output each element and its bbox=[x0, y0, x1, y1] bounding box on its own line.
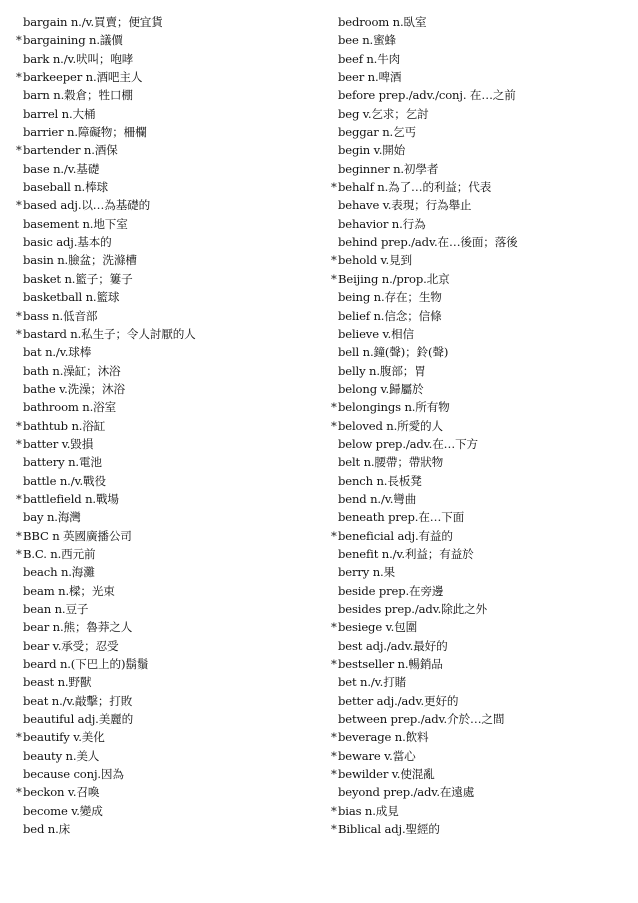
word-entry bbox=[16, 123, 316, 141]
word-definition: baseball n.棒球 bbox=[23, 180, 108, 195]
word-definition: beef n.牛肉 bbox=[338, 51, 401, 66]
word-entry bbox=[16, 105, 316, 123]
high-level-word-marker: * bbox=[331, 418, 337, 433]
word-definition: bear v.承受；忍受 bbox=[23, 638, 119, 653]
word-definition: bend n./v.彎曲 bbox=[338, 491, 417, 506]
word-definition: bear n.熊；魯莽之人 bbox=[23, 620, 133, 635]
word-definition: before prep./adv./conj. 在…之前 bbox=[338, 88, 516, 103]
high-level-word-marker: * bbox=[331, 767, 337, 782]
word-entry bbox=[16, 490, 316, 508]
word-definition: bee n.蜜蜂 bbox=[338, 33, 396, 48]
word-definition: bartender n.酒保 bbox=[23, 143, 118, 158]
word-definition: beneficial adj.有益的 bbox=[338, 528, 453, 543]
word-definition: belt n.腰帶；帶狀物 bbox=[338, 455, 444, 470]
word-entry bbox=[16, 453, 316, 471]
high-level-word-marker: * bbox=[16, 33, 22, 48]
word-entry bbox=[331, 325, 631, 343]
word-definition: behind prep./adv.在…後面；落後 bbox=[338, 235, 518, 250]
word-definition: begin v.開始 bbox=[338, 143, 406, 158]
word-entry bbox=[16, 563, 316, 581]
high-level-word-marker: * bbox=[331, 620, 337, 635]
word-entry bbox=[16, 472, 316, 490]
word-entry bbox=[16, 233, 316, 251]
word-definition: being n.存在；生物 bbox=[338, 290, 442, 305]
high-level-word-marker: * bbox=[331, 253, 337, 268]
word-entry bbox=[16, 545, 316, 563]
word-definition: beard n.(下巴上的)鬍鬚 bbox=[23, 657, 149, 672]
word-entry bbox=[16, 435, 316, 453]
word-definition: basic adj.基本的 bbox=[23, 235, 112, 250]
high-level-word-marker: * bbox=[16, 491, 22, 506]
word-entry bbox=[16, 270, 316, 288]
word-entry bbox=[16, 362, 316, 380]
word-definition: belongings n.所有物 bbox=[338, 400, 450, 415]
word-entry bbox=[16, 618, 316, 636]
word-entry bbox=[331, 270, 631, 288]
word-entry bbox=[331, 655, 631, 673]
word-entry bbox=[16, 673, 316, 691]
high-level-word-marker: * bbox=[16, 198, 22, 213]
word-definition: beautify v.美化 bbox=[23, 730, 105, 745]
word-entry bbox=[331, 783, 631, 801]
word-entry bbox=[16, 398, 316, 416]
word-definition: bastard n.私生子；令人討厭的人 bbox=[23, 326, 196, 341]
word-entry bbox=[16, 692, 316, 710]
word-definition: behold v.見到 bbox=[338, 253, 412, 268]
word-definition: basket n.籃子；簍子 bbox=[23, 271, 133, 286]
high-level-word-marker: * bbox=[331, 803, 337, 818]
word-definition: beam n.樑；光束 bbox=[23, 583, 115, 598]
word-definition: behalf n.為了…的利益；代表 bbox=[338, 180, 492, 195]
word-entry bbox=[331, 600, 631, 618]
word-definition: bean n.豆子 bbox=[23, 602, 89, 616]
word-definition: bathe v.洗澡；沐浴 bbox=[23, 381, 125, 396]
word-entry bbox=[331, 288, 631, 306]
word-entry bbox=[16, 655, 316, 673]
word-entry bbox=[331, 86, 631, 104]
word-entry bbox=[331, 362, 631, 380]
word-entry bbox=[331, 31, 631, 49]
word-entry bbox=[16, 31, 316, 49]
word-definition: barrier n.障礙物；柵欄 bbox=[23, 125, 147, 140]
word-entry bbox=[331, 343, 631, 361]
word-entry bbox=[16, 417, 316, 435]
word-entry bbox=[16, 710, 316, 728]
high-level-word-marker: * bbox=[331, 400, 337, 415]
word-definition: beautiful adj.美麗的 bbox=[23, 712, 134, 727]
word-definition: basin n.臉盆；洗滌槽 bbox=[23, 253, 137, 268]
word-definition: besides prep./adv.除此之外 bbox=[338, 602, 487, 616]
word-definition: BBC n 英國廣播公司 bbox=[23, 528, 132, 543]
high-level-word-marker: * bbox=[331, 180, 337, 195]
high-level-word-marker: * bbox=[16, 418, 22, 433]
word-definition: basketball n.籃球 bbox=[23, 290, 120, 305]
word-entry bbox=[331, 527, 631, 545]
word-definition: bathroom n.浴室 bbox=[23, 400, 117, 415]
word-entry bbox=[331, 673, 631, 691]
word-entry bbox=[331, 820, 631, 838]
word-entry bbox=[331, 618, 631, 636]
word-definition: batter v.毀損 bbox=[23, 436, 94, 451]
word-entry bbox=[16, 215, 316, 233]
word-entry bbox=[16, 728, 316, 746]
word-entry bbox=[16, 765, 316, 783]
word-definition: beckon v.召喚 bbox=[23, 785, 100, 800]
word-definition: barkeeper n.酒吧主人 bbox=[23, 70, 143, 85]
word-entry bbox=[331, 582, 631, 600]
word-definition: believe v.相信 bbox=[338, 326, 414, 341]
word-definition: bass n.低音部 bbox=[23, 308, 98, 323]
word-entry bbox=[16, 802, 316, 820]
high-level-word-marker: * bbox=[331, 528, 337, 543]
word-definition: bed n.床 bbox=[23, 822, 71, 837]
word-definition: beer n.啤酒 bbox=[338, 70, 402, 85]
word-definition: benefit n./v.利益；有益於 bbox=[338, 546, 474, 561]
word-definition: Biblical adj.聖經的 bbox=[338, 822, 440, 837]
high-level-word-marker: * bbox=[16, 785, 22, 800]
high-level-word-marker: * bbox=[16, 70, 22, 85]
word-definition: battery n.電池 bbox=[23, 455, 102, 470]
word-definition: beg v.乞求；乞討 bbox=[338, 106, 429, 121]
word-entry bbox=[331, 141, 631, 159]
high-level-word-marker: * bbox=[16, 436, 22, 451]
word-entry bbox=[331, 490, 631, 508]
word-entry bbox=[331, 380, 631, 398]
word-definition: beach n.海灘 bbox=[23, 565, 95, 580]
word-definition: berry n.果 bbox=[338, 565, 395, 580]
word-entry bbox=[331, 68, 631, 86]
word-entry bbox=[331, 233, 631, 251]
word-definition: beside prep.在旁邊 bbox=[338, 583, 444, 598]
word-entry bbox=[16, 288, 316, 306]
word-definition: beggar n.乞丐 bbox=[338, 125, 416, 140]
word-definition: become v.變成 bbox=[23, 803, 103, 818]
word-list-left-column bbox=[16, 13, 316, 838]
word-definition: beauty n.美人 bbox=[23, 748, 100, 763]
word-entry bbox=[331, 160, 631, 178]
word-definition: beneath prep.在…下面 bbox=[338, 510, 465, 525]
high-level-word-marker: * bbox=[331, 822, 337, 837]
word-entry bbox=[331, 215, 631, 233]
word-entry bbox=[331, 545, 631, 563]
word-definition: beyond prep./adv.在遠處 bbox=[338, 785, 475, 800]
high-level-word-marker: * bbox=[16, 308, 22, 323]
word-entry bbox=[16, 50, 316, 68]
word-entry bbox=[331, 398, 631, 416]
word-entry bbox=[16, 141, 316, 159]
word-definition: bias n.成見 bbox=[338, 803, 399, 818]
word-entry bbox=[16, 178, 316, 196]
high-level-word-marker: * bbox=[331, 271, 337, 286]
word-definition: bell n.鐘(聲)；鈴(聲) bbox=[338, 345, 449, 360]
word-definition: besiege v.包圍 bbox=[338, 620, 418, 635]
word-entry bbox=[16, 86, 316, 104]
word-definition: battlefield n.戰場 bbox=[23, 491, 119, 506]
word-definition: barrel n.大桶 bbox=[23, 106, 96, 121]
word-definition: belong v.歸屬於 bbox=[338, 381, 424, 396]
word-definition: barn n.穀倉；牲口棚 bbox=[23, 88, 133, 103]
word-definition: bewilder v.使混亂 bbox=[338, 767, 435, 782]
word-entry bbox=[331, 123, 631, 141]
word-definition: beloved n.所愛的人 bbox=[338, 418, 443, 433]
word-entry bbox=[16, 820, 316, 838]
word-entry bbox=[331, 105, 631, 123]
word-definition: best adj./adv.最好的 bbox=[338, 638, 448, 653]
word-entry bbox=[331, 178, 631, 196]
word-definition: bay n.海灣 bbox=[23, 510, 81, 525]
high-level-word-marker: * bbox=[16, 546, 22, 561]
word-entry bbox=[16, 380, 316, 398]
word-definition: behave v.表現；行為舉止 bbox=[338, 198, 472, 213]
word-definition: bestseller n.暢銷品 bbox=[338, 657, 443, 672]
word-entry bbox=[331, 765, 631, 783]
high-level-word-marker: * bbox=[16, 730, 22, 745]
word-definition: bedroom n.臥室 bbox=[338, 15, 427, 29]
word-definition: beverage n.飲料 bbox=[338, 730, 429, 745]
word-definition: bargaining n.議價 bbox=[23, 33, 123, 48]
word-definition: basement n.地下室 bbox=[23, 216, 128, 231]
word-definition: bet n./v.打賭 bbox=[338, 675, 407, 690]
word-definition: bat n./v.球棒 bbox=[23, 345, 92, 360]
word-definition: belly n.腹部；胃 bbox=[338, 363, 426, 378]
word-definition: beat n./v.敲擊；打敗 bbox=[23, 693, 133, 708]
word-entry bbox=[331, 196, 631, 214]
word-entry bbox=[16, 600, 316, 618]
word-definition: below prep./adv.在…下方 bbox=[338, 436, 478, 451]
word-definition: behavior n.行為 bbox=[338, 216, 426, 231]
word-entry bbox=[331, 435, 631, 453]
word-entry bbox=[331, 710, 631, 728]
word-definition: bench n.長板凳 bbox=[338, 473, 422, 488]
word-entry bbox=[331, 251, 631, 269]
word-list-right-column bbox=[331, 13, 631, 838]
word-entry bbox=[16, 68, 316, 86]
word-definition: bargain n./v.買賣；便宜貨 bbox=[23, 15, 163, 29]
word-entry bbox=[16, 637, 316, 655]
word-entry bbox=[16, 582, 316, 600]
word-definition: base n./v.基礎 bbox=[23, 161, 100, 176]
word-definition: battle n./v.戰役 bbox=[23, 473, 106, 488]
high-level-word-marker: * bbox=[16, 326, 22, 341]
word-entry bbox=[16, 13, 316, 31]
word-definition: bath n.澡缸；沐浴 bbox=[23, 363, 121, 378]
word-entry bbox=[331, 472, 631, 490]
word-entry bbox=[16, 508, 316, 526]
word-entry bbox=[331, 747, 631, 765]
word-definition: beast n.野獸 bbox=[23, 675, 92, 690]
word-definition: B.C. n.西元前 bbox=[23, 546, 96, 561]
high-level-word-marker: * bbox=[331, 748, 337, 763]
high-level-word-marker: * bbox=[16, 143, 22, 158]
word-definition: between prep./adv.介於…之間 bbox=[338, 712, 505, 727]
word-definition: beware v.當心 bbox=[338, 748, 416, 763]
word-entry bbox=[331, 453, 631, 471]
word-entry bbox=[16, 343, 316, 361]
word-definition: based adj.以…為基礎的 bbox=[23, 198, 151, 213]
word-entry bbox=[331, 307, 631, 325]
word-entry bbox=[331, 728, 631, 746]
word-entry bbox=[16, 527, 316, 545]
word-definition: beginner n.初學者 bbox=[338, 161, 439, 176]
word-entry bbox=[331, 692, 631, 710]
word-entry bbox=[16, 251, 316, 269]
high-level-word-marker: * bbox=[331, 657, 337, 672]
word-definition: because conj.因為 bbox=[23, 767, 124, 782]
word-entry bbox=[16, 325, 316, 343]
word-entry bbox=[16, 196, 316, 214]
word-definition: better adj./adv.更好的 bbox=[338, 693, 459, 708]
word-entry bbox=[16, 307, 316, 325]
word-entry bbox=[331, 563, 631, 581]
word-definition: bark n./v.吠叫；咆哮 bbox=[23, 51, 134, 66]
high-level-word-marker: * bbox=[331, 730, 337, 745]
word-definition: Beijing n./prop.北京 bbox=[338, 271, 450, 286]
word-entry bbox=[331, 50, 631, 68]
word-entry bbox=[331, 13, 631, 31]
word-entry bbox=[16, 160, 316, 178]
word-entry bbox=[331, 508, 631, 526]
word-definition: bathtub n.浴缸 bbox=[23, 418, 106, 433]
word-entry bbox=[331, 417, 631, 435]
high-level-word-marker: * bbox=[16, 528, 22, 543]
word-entry bbox=[331, 802, 631, 820]
word-entry bbox=[16, 747, 316, 765]
word-entry bbox=[16, 783, 316, 801]
word-entry bbox=[331, 637, 631, 655]
word-definition: belief n.信念；信條 bbox=[338, 308, 442, 323]
